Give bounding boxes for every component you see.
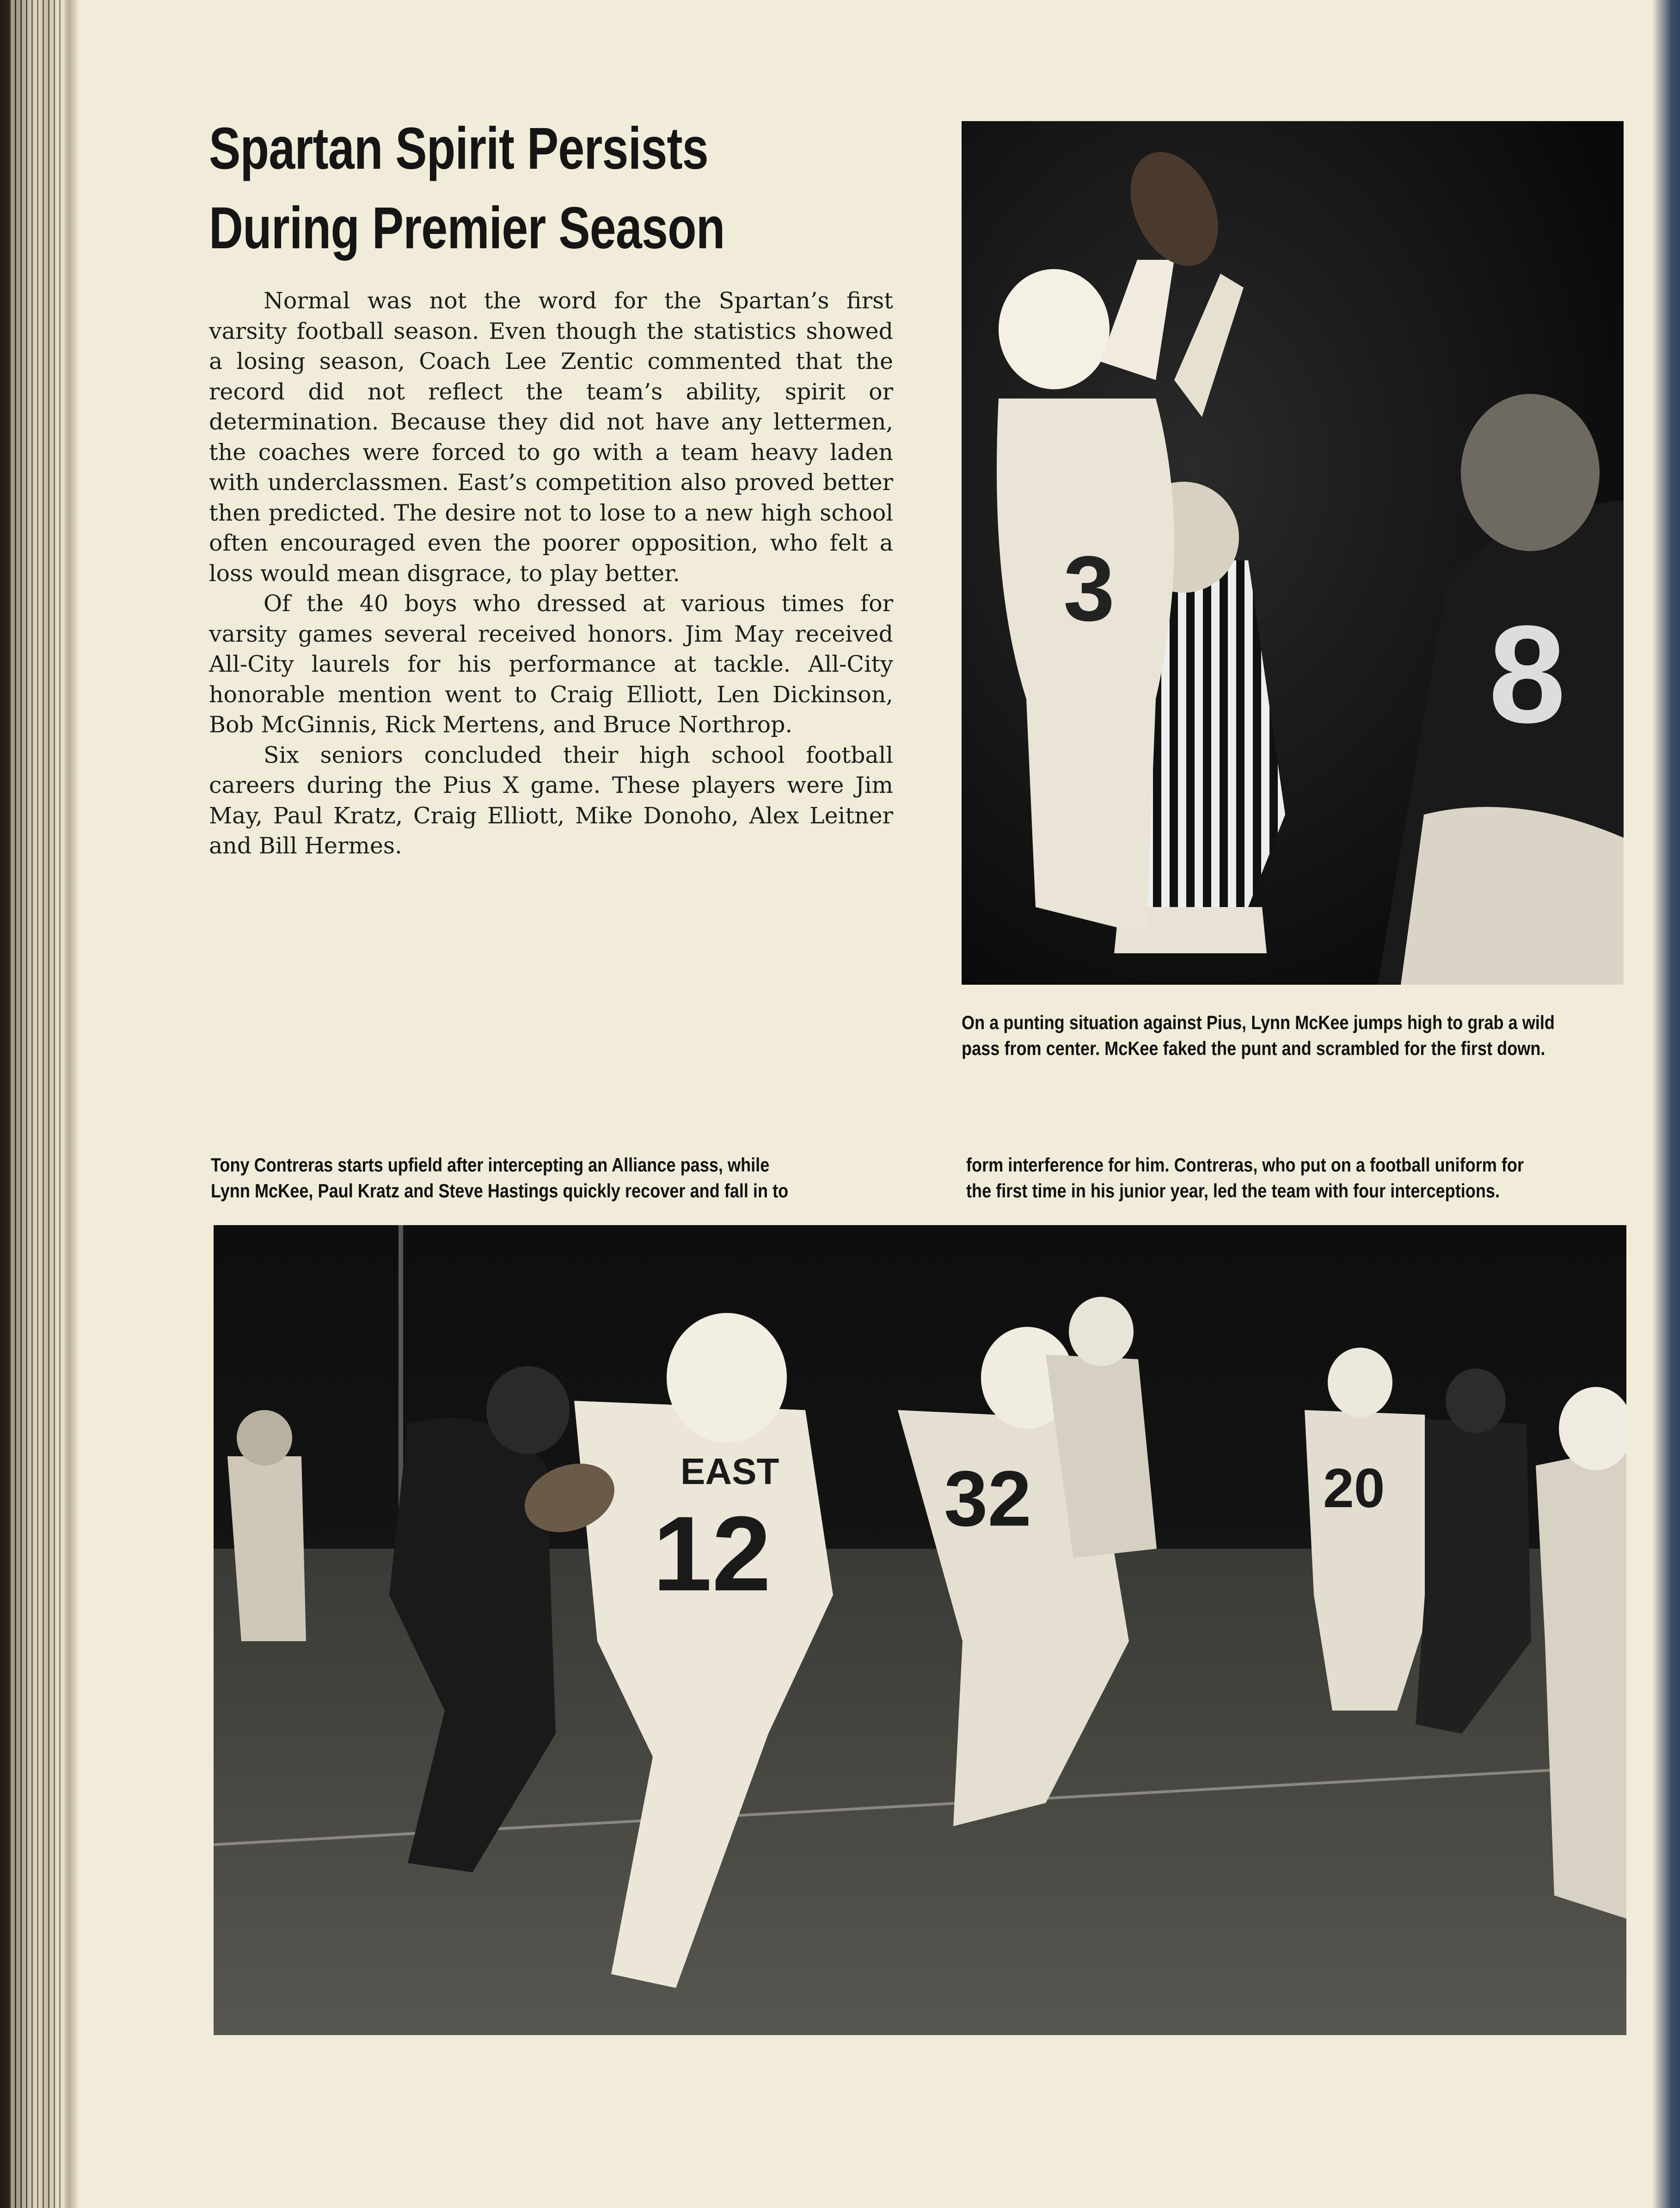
headline-line-1: Spartan Spirit Persists	[209, 116, 708, 182]
article-body	[209, 286, 893, 861]
body-paragraph-3: Six seniors concluded their high school football careers during the Pius X game. These players were Jim May, Paul Kratz, Craig Elliott, Mike Donoho, Alex Leitner and Bill Hermes.	[209, 742, 893, 859]
photo-interception-caption-right	[966, 1152, 1634, 1204]
article-headline	[209, 109, 764, 268]
photo-interception-return-image	[214, 1225, 1626, 2035]
interception-caption-right-line-2: the first time in his junior year, led the team with four interceptions.	[966, 1180, 1500, 1202]
body-paragraph-2: Of the 40 boys who dressed at various times for varsity games several received honors. Jim May received All-City laurels for his performance at tackle. All-City honorable mention went to Craig Elliott, Len Dickinson, Bob McGinnis, Rick Mertens, and Bruce Northrop.	[209, 590, 893, 738]
svg-text:EAST: EAST	[681, 1451, 779, 1492]
headline-line-2: During Premier Season	[209, 195, 725, 261]
photo-punt-caption-line-1: On a punting situation against Pius, Lynn McKee jumps high to grab a wild	[962, 1012, 1555, 1033]
svg-text:3: 3	[1063, 537, 1115, 640]
svg-text:32: 32	[944, 1455, 1032, 1543]
interception-caption-right-line-1: form interference for him. Contreras, who put on a football uniform for	[966, 1154, 1524, 1176]
photo-interception-return	[214, 1225, 1626, 2035]
photo-punt-caption-line-2: pass from center. McKee faked the punt and scrambled for the first down.	[962, 1037, 1545, 1059]
svg-text:12: 12	[653, 1494, 771, 1613]
svg-text:8: 8	[1489, 596, 1566, 752]
photo-punt-catch	[962, 121, 1624, 985]
interception-caption-left-line-2: Lynn McKee, Paul Kratz and Steve Hastings quickly recover and fall in to	[211, 1180, 789, 1202]
photo-punt-caption	[962, 1010, 1630, 1061]
interception-caption-left-line-1: Tony Contreras starts upfield after intercepting an Alliance pass, while	[211, 1154, 770, 1176]
body-paragraph-1: Normal was not the word for the Spartan’s first varsity football season. Even though the statistics showed a losing season, Coach Lee Zentic commented that the record did not reflect the team’s ability, spirit or determination. Because they did not have any lettermen, the coaches were forced to go with a team heavy laden with underclassmen. East’s competition also proved better then predicted. The desire not to lose to a new high school often encouraged even the poorer opposition, who felt a loss would mean disgrace, to play better.	[209, 288, 893, 587]
book-binding-gutter	[0, 0, 79, 2208]
svg-text:20: 20	[1323, 1457, 1385, 1519]
book-cover-edge	[1652, 0, 1680, 2208]
photo-interception-caption-left	[211, 1152, 907, 1204]
photo-punt-catch-image	[962, 121, 1624, 985]
